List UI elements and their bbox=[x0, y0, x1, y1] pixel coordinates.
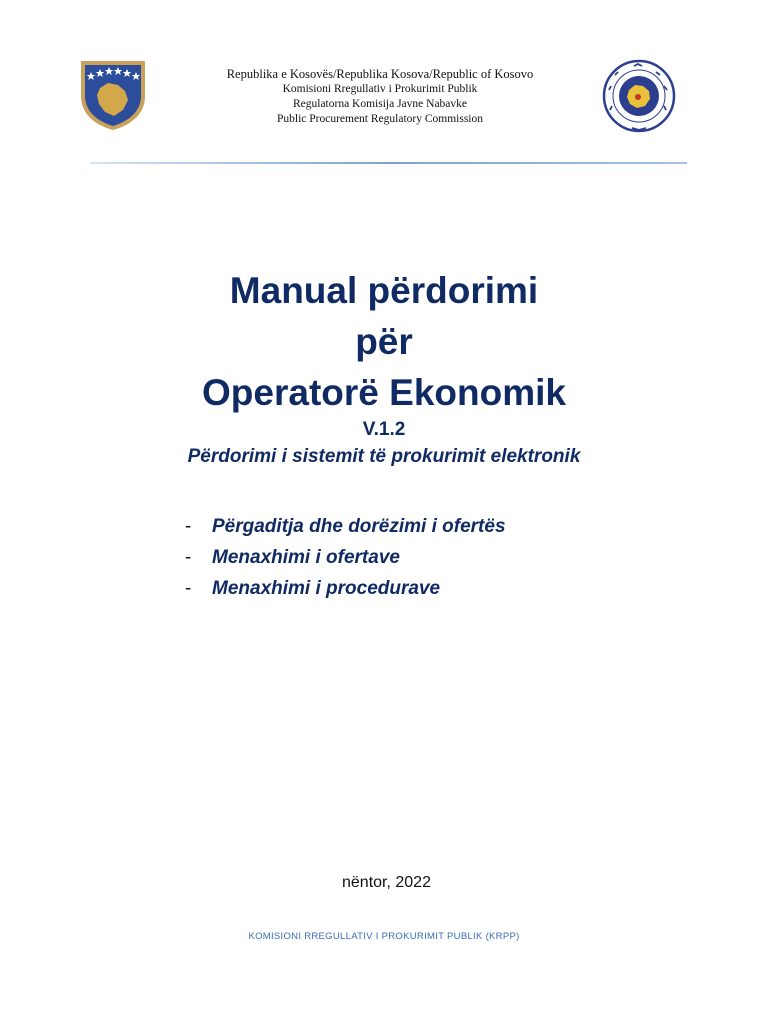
header-line-serbian: Regulatorna Komisija Javne Nabavke bbox=[292, 98, 468, 110]
header-line-english: Public Procurement Regulatory Commission bbox=[276, 113, 484, 125]
document-subtitle: Përdorimi i sistemit të prokurimit elektronik bbox=[187, 446, 581, 467]
kosovo-coat-of-arms-icon bbox=[78, 58, 148, 132]
list-dash: - bbox=[185, 578, 192, 599]
document-title-line-2: për bbox=[355, 321, 413, 362]
list-item bbox=[185, 511, 506, 542]
krpp-seal-icon bbox=[598, 58, 680, 134]
list-item-text: Menaxhimi i procedurave bbox=[212, 578, 441, 599]
header-line-albanian: Komisioni Rregullativ i Prokurimit Publik bbox=[282, 83, 478, 95]
list-item-text: Menaxhimi i ofertave bbox=[212, 547, 400, 568]
document-date: nëntor, 2022 bbox=[342, 874, 431, 891]
header-line-republic: Republika e Kosovës/Republika Kosova/Republic of Kosovo bbox=[226, 67, 534, 81]
list-dash: - bbox=[185, 516, 192, 537]
issuing-authority bbox=[180, 67, 580, 127]
topics-list bbox=[185, 511, 506, 604]
document-title-line-3: Operatorë Ekonomik bbox=[202, 372, 566, 413]
list-item bbox=[185, 573, 506, 604]
document-title-line-1: Manual përdorimi bbox=[229, 270, 539, 311]
title-block bbox=[0, 265, 768, 471]
list-item bbox=[185, 542, 506, 573]
list-item-text: Përgaditja dhe dorëzimi i ofertës bbox=[212, 516, 506, 537]
page-footer: KOMISIONI RREGULLATIV I PROKURIMIT PUBLIK (KRPP) bbox=[248, 931, 520, 942]
document-header bbox=[0, 0, 768, 175]
header-divider bbox=[90, 162, 687, 164]
list-dash: - bbox=[185, 547, 192, 568]
document-version: V.1.2 bbox=[362, 419, 406, 440]
